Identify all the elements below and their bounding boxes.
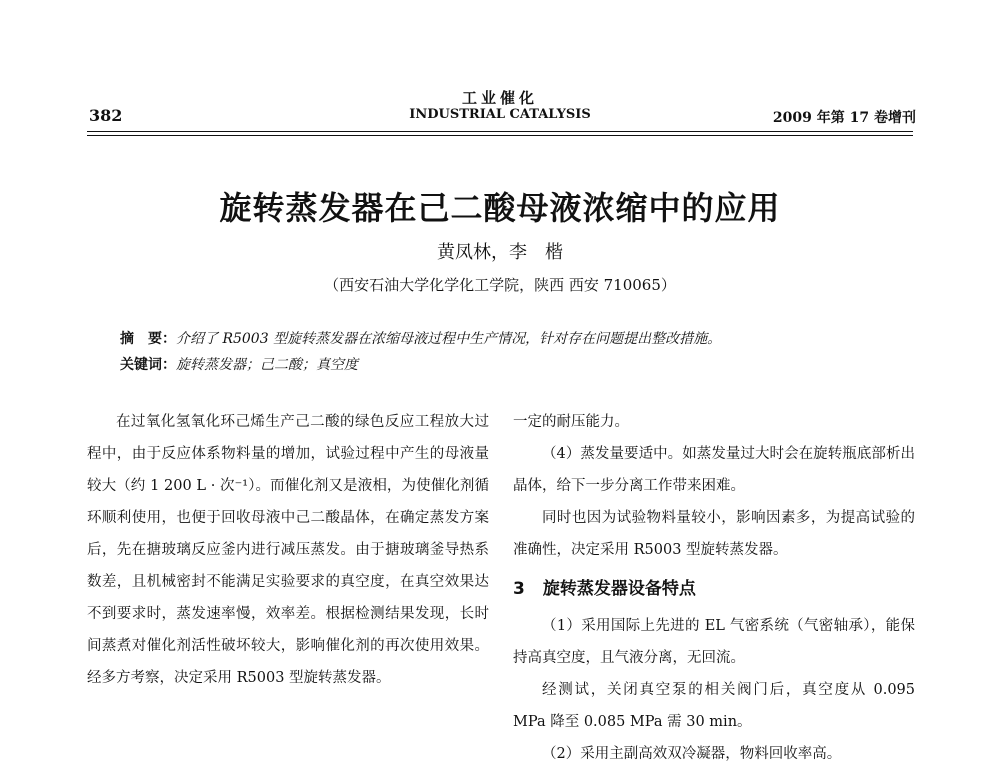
body-paragraph: 经测试，关闭真空泵的相关阀门后，真空度从 0.095 MPa 降至 0.085 MPa 需 30 min。	[513, 682, 915, 730]
section-title: 旋转蒸发器设备特点	[542, 579, 696, 599]
page-number: 382	[89, 106, 123, 125]
header-rule-bottom	[87, 135, 913, 136]
right-column	[513, 406, 915, 762]
body-paragraph: 一定的耐压能力。	[513, 414, 629, 430]
abstract-label: 摘 要：	[120, 331, 176, 347]
section-number: 3	[513, 579, 525, 599]
journal-title-en: INDUSTRIAL CATALYSIS	[409, 107, 591, 122]
article-title: 旋转蒸发器在己二酸母液浓缩中的应用	[219, 189, 781, 227]
header-rule-top	[87, 131, 913, 132]
body-paragraph: 同时也因为试验物料量较小，影响因素多，为提高试验的准确性，决定采用 R5003 型旋转蒸发器。	[513, 510, 915, 558]
body-paragraph: 在过氧化氢氧化环己烯生产己二酸的绿色反应工程放大过程中，由于反应体系物料量的增加，试验过程中产生的母液量较大（约 1 200 L · 次⁻¹）。而催化剂又是液相，为使催化剂循环顺利使用，也便于回收母液中己二酸晶体，在确定蒸发方案后，先在搪玻璃反应釜内进行减压蒸发。由于搪玻璃釜导热系数差，且机械密封不能满足实验要求的真空度，在真空效果达不到要求时，蒸发速率慢，效率差。根据检测结果发现，长时间蒸煮对催化剂活性破坏较大，影响催化剂的再次使用效果。经多方考察，决定采用 R5003 型旋转蒸发器。	[87, 414, 489, 686]
body-paragraph: （1）采用国际上先进的 EL 气密系统（气密轴承），能保持高真空度，且气液分离，无回流。	[513, 618, 915, 666]
article-affiliation: （西安石油大学化学化工学院，陕西 西安 710065）	[324, 276, 676, 294]
abstract-text: 介绍了 R5003 型旋转蒸发器在浓缩母液过程中生产情况，针对存在问题提出整改措施。	[176, 331, 722, 347]
keywords	[120, 352, 900, 378]
section-heading	[513, 572, 915, 606]
keywords-label: 关键词：	[120, 357, 176, 373]
journal-title-cn: 工业催化	[461, 89, 538, 107]
body-paragraph-partial: （2）采用主副高效双冷凝器，物料回收率高。	[542, 746, 842, 762]
left-column	[87, 406, 489, 694]
issue-info: 2009 年第 17 卷增刊	[772, 110, 916, 126]
abstract-block	[120, 326, 900, 378]
body-paragraph: （4）蒸发量要适中。如蒸发量过大时会在旋转瓶底部析出晶体，给下一步分离工作带来困难。	[513, 446, 915, 494]
article-authors: 黄凤林，李 楷	[437, 242, 563, 263]
abstract	[120, 326, 900, 352]
keywords-text: 旋转蒸发器；己二酸；真空度	[176, 357, 358, 373]
